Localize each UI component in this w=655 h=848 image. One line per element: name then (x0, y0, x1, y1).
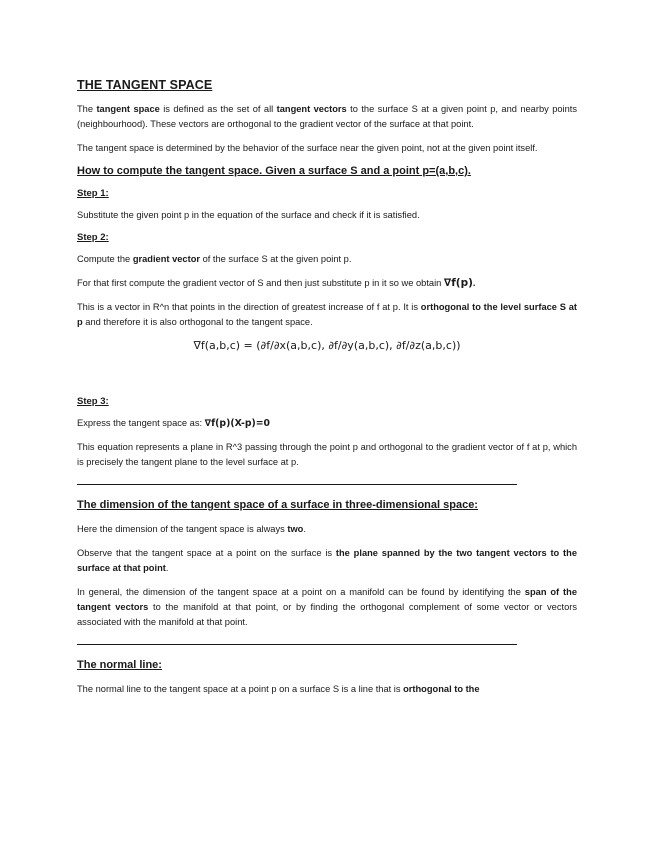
text-run: . (303, 524, 306, 534)
text-run: of the surface S at the given point p. (200, 254, 352, 264)
tangent-space-equation: ∇f(p)(X-p)=0 (204, 418, 271, 429)
text-run: Compute the (77, 254, 133, 264)
text-run: . (165, 563, 169, 573)
text-run: to the manifold at that point, or by finding the orthogonal complement of some vector or vectors associated with the manifold at that point. (77, 602, 577, 627)
bold-term: gradient vector (132, 254, 200, 264)
intro-paragraph-1 (77, 102, 577, 132)
step-3-paragraph-1 (77, 416, 577, 431)
intro-paragraph-2: The tangent space is determined by the behavior of the surface near the given point, not at the given point itself. (77, 143, 538, 153)
text-run: For that first compute the gradient vector of S and then just substitute p in it so we obtain (77, 278, 444, 288)
step-3-label: Step 3: (77, 396, 109, 407)
step-2-paragraph-2 (77, 276, 577, 291)
text-run: Here the dimension of the tangent space is always (77, 524, 288, 534)
gradient-symbol: ∇f(p) (443, 277, 473, 289)
bold-term: the plane spanned by the two tangent vectors to the surface at that point (77, 548, 577, 573)
section-heading-compute: How to compute the tangent space. Given a surface S and a point p=(a,b,c). (77, 165, 471, 177)
document-page (77, 78, 577, 706)
step-2-label: Step 2: (77, 232, 109, 243)
dimension-paragraph-2 (77, 546, 577, 576)
gradient-formula: ∇f(a,b,c) = (∂f/∂x(a,b,c), ∂f/∂y(a,b,c), ∂f/∂z(a,b,c)) (193, 339, 461, 352)
text-run: Express the tangent space as: (77, 418, 205, 428)
step-2-paragraph-1 (77, 252, 577, 267)
text-run: . (472, 278, 476, 288)
text-run: This is a vector in R^n that points in the direction of greatest increase of f at p. It is (77, 302, 421, 312)
step-3-paragraph-2: This equation represents a plane in R^3 passing through the point p and orthogonal to the gradient vector of f at p, which is precisely the tangent plane to the level surface at p. (77, 442, 577, 467)
step-2-paragraph-3 (77, 300, 577, 330)
text-run: The normal line to the tangent space at a point p on a surface S is a line that is (77, 684, 404, 694)
bold-term: tangent vectors (276, 104, 347, 114)
bold-term: two (287, 524, 304, 534)
text-run: In general, the dimension of the tangent space at a point on a manifold can be found by identifying the (77, 587, 525, 597)
dimension-paragraph-1 (77, 522, 577, 537)
bold-term: orthogonal to the (403, 684, 480, 694)
horizontal-divider (77, 484, 517, 485)
bold-term: span of the tangent vectors (77, 587, 577, 612)
section-heading-dimension: The dimension of the tangent space of a surface in three-dimensional space: (77, 499, 478, 511)
text-run: The (77, 104, 97, 114)
step-1-text: Substitute the given point p in the equation of the surface and check if it is satisfied. (77, 210, 420, 220)
section-heading-normal-line: The normal line: (77, 659, 162, 671)
text-run: to the surface S at a given point p, and nearby points (neighbourhood). These vectors are orthogonal to the gradient vector of the surface at that point. (77, 104, 577, 129)
bold-term: orthogonal to the level surface S at p (77, 302, 577, 327)
horizontal-divider (77, 644, 517, 645)
text-run: and therefore it is also orthogonal to the tangent space. (82, 317, 313, 327)
dimension-paragraph-3 (77, 585, 577, 630)
text-run: is defined as the set of all (159, 104, 277, 114)
page-title: THE TANGENT SPACE (77, 78, 213, 92)
text-run: Observe that the tangent space at a point on the surface is (77, 548, 336, 558)
step-1-label: Step 1: (77, 188, 109, 199)
normal-line-paragraph (77, 682, 577, 697)
bold-term: tangent space (96, 104, 160, 114)
